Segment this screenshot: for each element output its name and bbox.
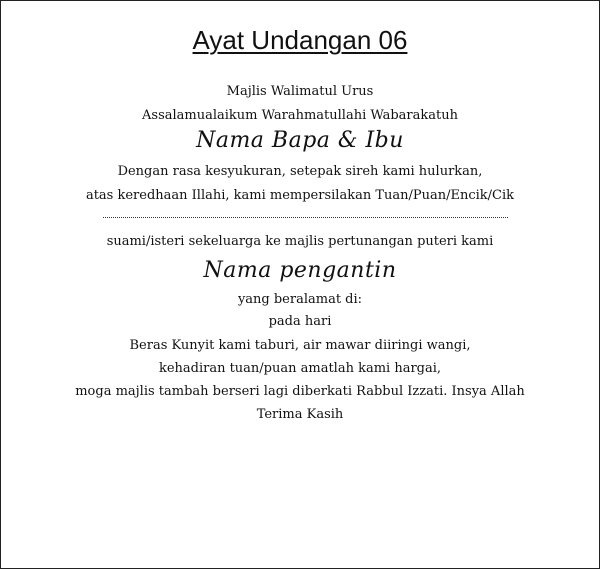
parents-name-heading: Nama Bapa & Ibu bbox=[196, 128, 404, 153]
salam-line: Assalamualaikum Warahmatullahi Wabarakatuh bbox=[142, 108, 458, 123]
kehadiran-line: kehadiran tuan/puan amatlah kami hargai, bbox=[158, 361, 442, 376]
bride-name-heading: Nama pengantin bbox=[203, 258, 397, 283]
alamat-line: yang beralamat di: bbox=[237, 292, 363, 307]
terima-kasih-line: Terima Kasih bbox=[256, 407, 344, 422]
hari-line: pada hari bbox=[268, 314, 332, 329]
beras-line: Beras Kunyit kami taburi, air mawar diiringi wangi, bbox=[129, 338, 471, 353]
majlis-line: Majlis Walimatul Urus bbox=[226, 84, 374, 99]
page-title bbox=[1, 23, 599, 57]
suami-line: suami/isteri sekeluarga ke majlis pertunangan puteri kami bbox=[106, 234, 494, 249]
title-text: Ayat Undangan 06 bbox=[192, 25, 408, 55]
atas-line: atas keredhaan Illahi, kami mempersilakan Tuan/Puan/Encik/Cik bbox=[85, 188, 515, 203]
dotted-fill-line bbox=[103, 217, 508, 218]
dengan-line: Dengan rasa kesyukuran, setepak sireh kami hulurkan, bbox=[117, 164, 483, 179]
moga-line: moga majlis tambah berseri lagi diberkati Rabbul Izzati. Insya Allah bbox=[75, 384, 525, 399]
